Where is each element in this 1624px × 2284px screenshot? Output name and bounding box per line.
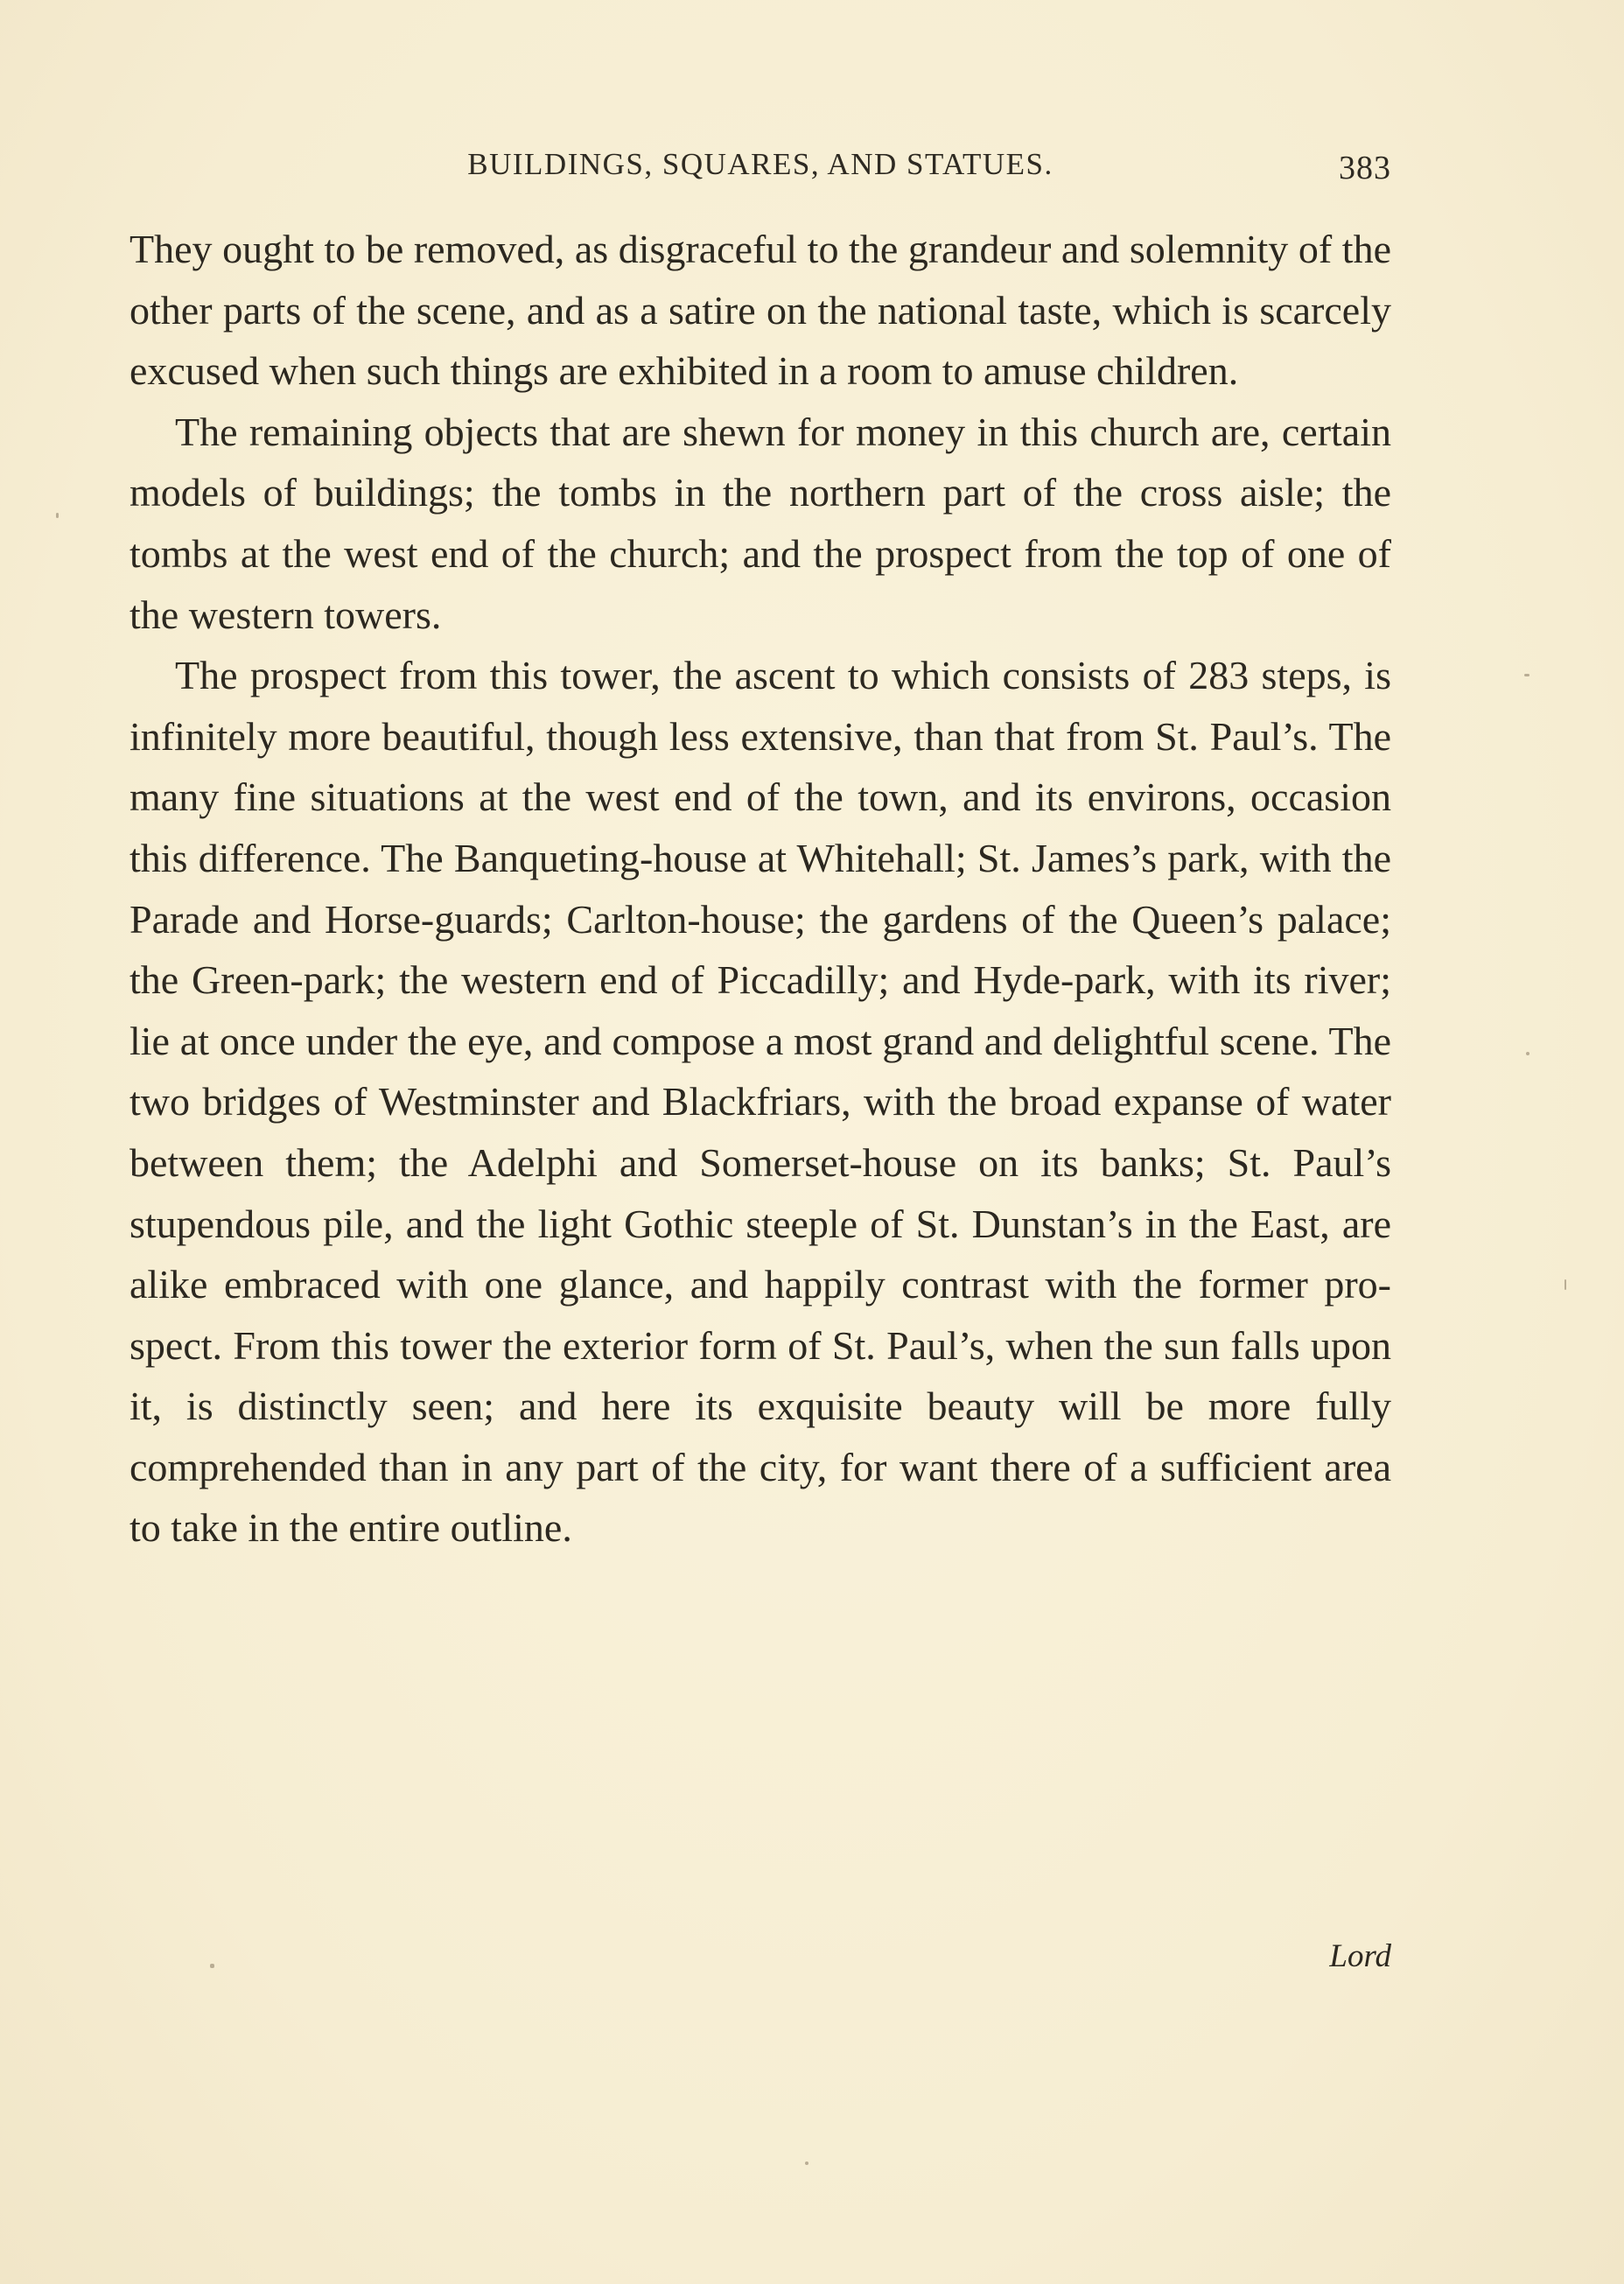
paper-speck bbox=[805, 2161, 808, 2165]
paper-speck bbox=[1524, 674, 1530, 676]
paragraph-1: They ought to be removed, as disgraceful to the grandeur and solemnity of the other parts of the scene, and as a satire on the national taste, which is scarcely excused when such things are exhibited in a room to amuse children. bbox=[130, 227, 1391, 394]
paper-speck bbox=[210, 1964, 214, 1968]
paragraph-2: The remaining objects that are shewn for money in this church are, certain models of buildings; the tombs in the northern part of the cross aisle; the tombs at the west end of the church; and the prospect from the top of one of the western towers. bbox=[130, 409, 1391, 637]
paper-speck bbox=[1564, 1279, 1566, 1290]
page-number: 383 bbox=[1339, 150, 1391, 186]
running-head bbox=[130, 138, 1391, 191]
paper-speck bbox=[1526, 1052, 1530, 1055]
running-title: BUILDINGS, SQUARES, AND STATUES. bbox=[467, 147, 1054, 181]
body-text bbox=[130, 219, 1391, 1559]
paper-speck bbox=[56, 513, 59, 518]
catchword: Lord bbox=[1329, 1938, 1391, 1974]
paragraph-3: The prospect from this tower, the ascent to which consists of 283 steps, is infinitely more beautiful, though less extensive, than that from St. Paul’s. The many fine situations at the west end of the town, and its environs, occasion this difference. The Banqueting-house at Whitehall; St. James’s park, with the Parade and Horse-guards; Carlton-house; the gardens of the Queen’s palace; the Green-park; the western end of Piccadilly; and Hyde-park, with its river; lie at once under the eye, and compose a most grand and delightful scene. The two bridges of Westminster and Blackfriars, with the broad expanse of water between them; the Adelphi and Somerset-house on its banks; St. Paul’s stupendous pile, and the light Gothic steeple of St. Dunstan’s in the East, are alike embraced with one glance, and happily contrast with the former prospect. From this tower the exterior form of St. Paul’s, when the sun falls upon it, is distinctly seen; and here its exquisite beauty will be more fully comprehended than in any part of the city, for want there of a sufficient area to take in the entire outline. bbox=[130, 653, 1391, 1551]
